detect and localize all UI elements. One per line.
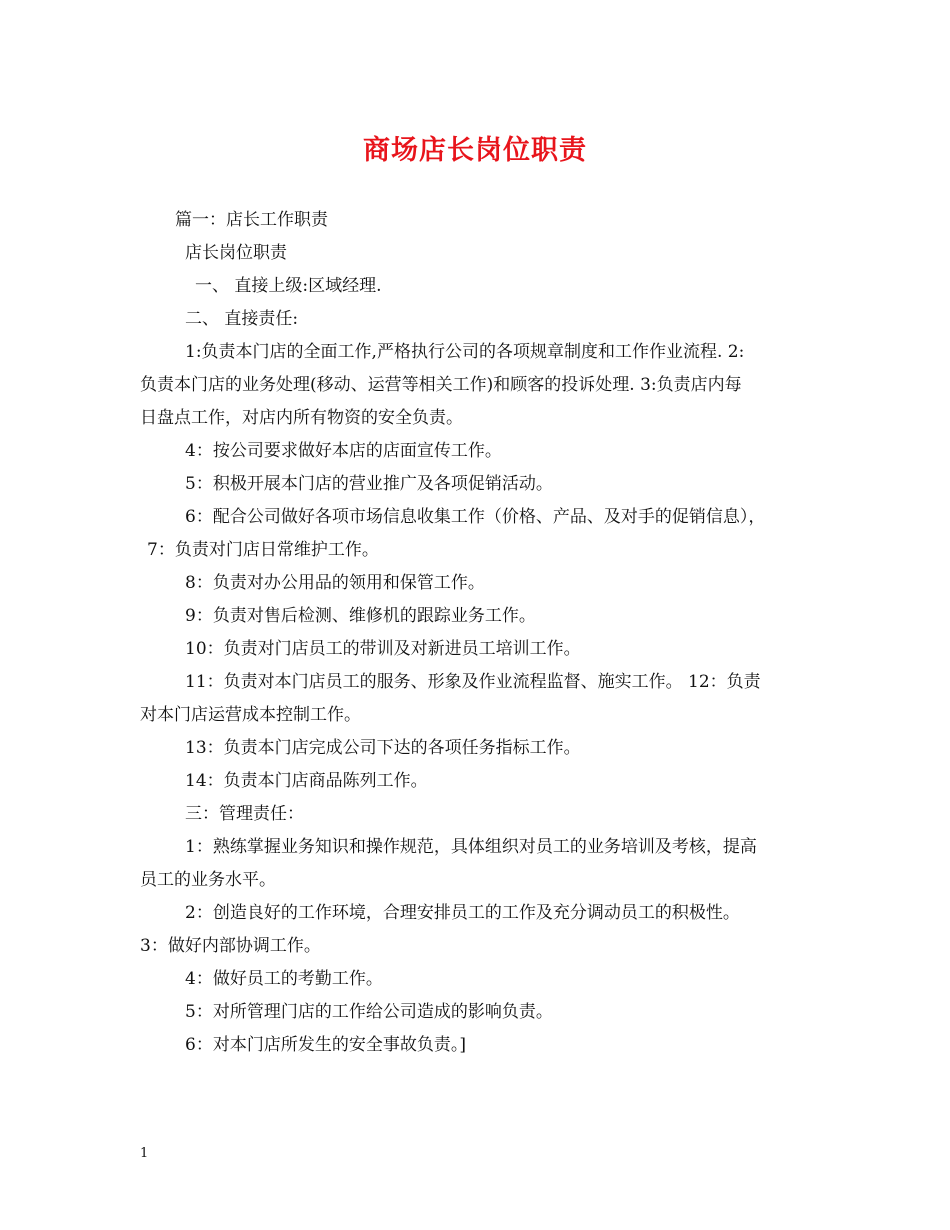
subheading: 店长岗位职责	[185, 243, 287, 263]
document-title: 商场店长岗位职责	[363, 135, 587, 166]
paragraph-line: 10：负责对门店员工的带训及对新进员工培训工作。	[185, 639, 581, 659]
paragraph-line: 6：对本门店所发生的安全事故负责。]	[185, 1035, 466, 1055]
paragraph-line: 13：负责本门店完成公司下达的各项任务指标工作。	[185, 738, 581, 758]
section-heading: 三：管理责任：	[185, 804, 304, 824]
paragraph-line: 3：做好内部协调工作。	[140, 936, 321, 956]
paragraph-line: 日盘点工作，对店内所有物资的安全负责。	[140, 408, 463, 428]
paragraph-line: 一、 直接上级:区域经理.	[195, 276, 382, 296]
paragraph-line: 4：按公司要求做好本店的店面宣传工作。	[185, 441, 502, 461]
paragraph-line: 11：负责对本门店员工的服务、形象及作业流程监督、施实工作。 12：负责	[185, 672, 761, 692]
page-number: 1	[140, 1146, 149, 1161]
paragraph-line: 对本门店运营成本控制工作。	[140, 705, 361, 725]
paragraph-line: 2：创造良好的工作环境，合理安排员工的工作及充分调动员工的积极性。	[185, 903, 740, 923]
paragraph-line: 14：负责本门店商品陈列工作。	[185, 771, 428, 791]
paragraph-line: 5：积极开展本门店的营业推广及各项促销活动。	[185, 474, 553, 494]
document-body	[140, 204, 820, 1062]
paragraph-line: 二、 直接责任:	[185, 309, 299, 329]
paragraph-line: 5：对所管理门店的工作给公司造成的影响负责。	[185, 1002, 553, 1022]
section-heading: 篇一：店长工作职责	[175, 210, 328, 230]
paragraph-line: 1：熟练掌握业务知识和操作规范，具体组织对员工的业务培训及考核，提高	[185, 837, 757, 857]
paragraph-line: 7：负责对门店日常维护工作。	[147, 540, 379, 560]
paragraph-line: 负责本门店的业务处理(移动、运营等相关工作)和顾客的投诉处理. 3:负责店内每	[140, 375, 742, 395]
paragraph-line: 1:负责本门店的全面工作,严格执行公司的各项规章制度和工作作业流程. 2:	[185, 342, 745, 362]
paragraph-line: 8：负责对办公用品的领用和保管工作。	[185, 573, 485, 593]
paragraph-line: 4：做好员工的考勤工作。	[185, 969, 383, 989]
paragraph-line: 员工的业务水平。	[140, 870, 276, 890]
paragraph-line: 9：负责对售后检测、维修机的跟踪业务工作。	[185, 606, 536, 626]
paragraph-line: 6：配合公司做好各项市场信息收集工作（价格、产品、及对手的促销信息），	[185, 507, 766, 527]
